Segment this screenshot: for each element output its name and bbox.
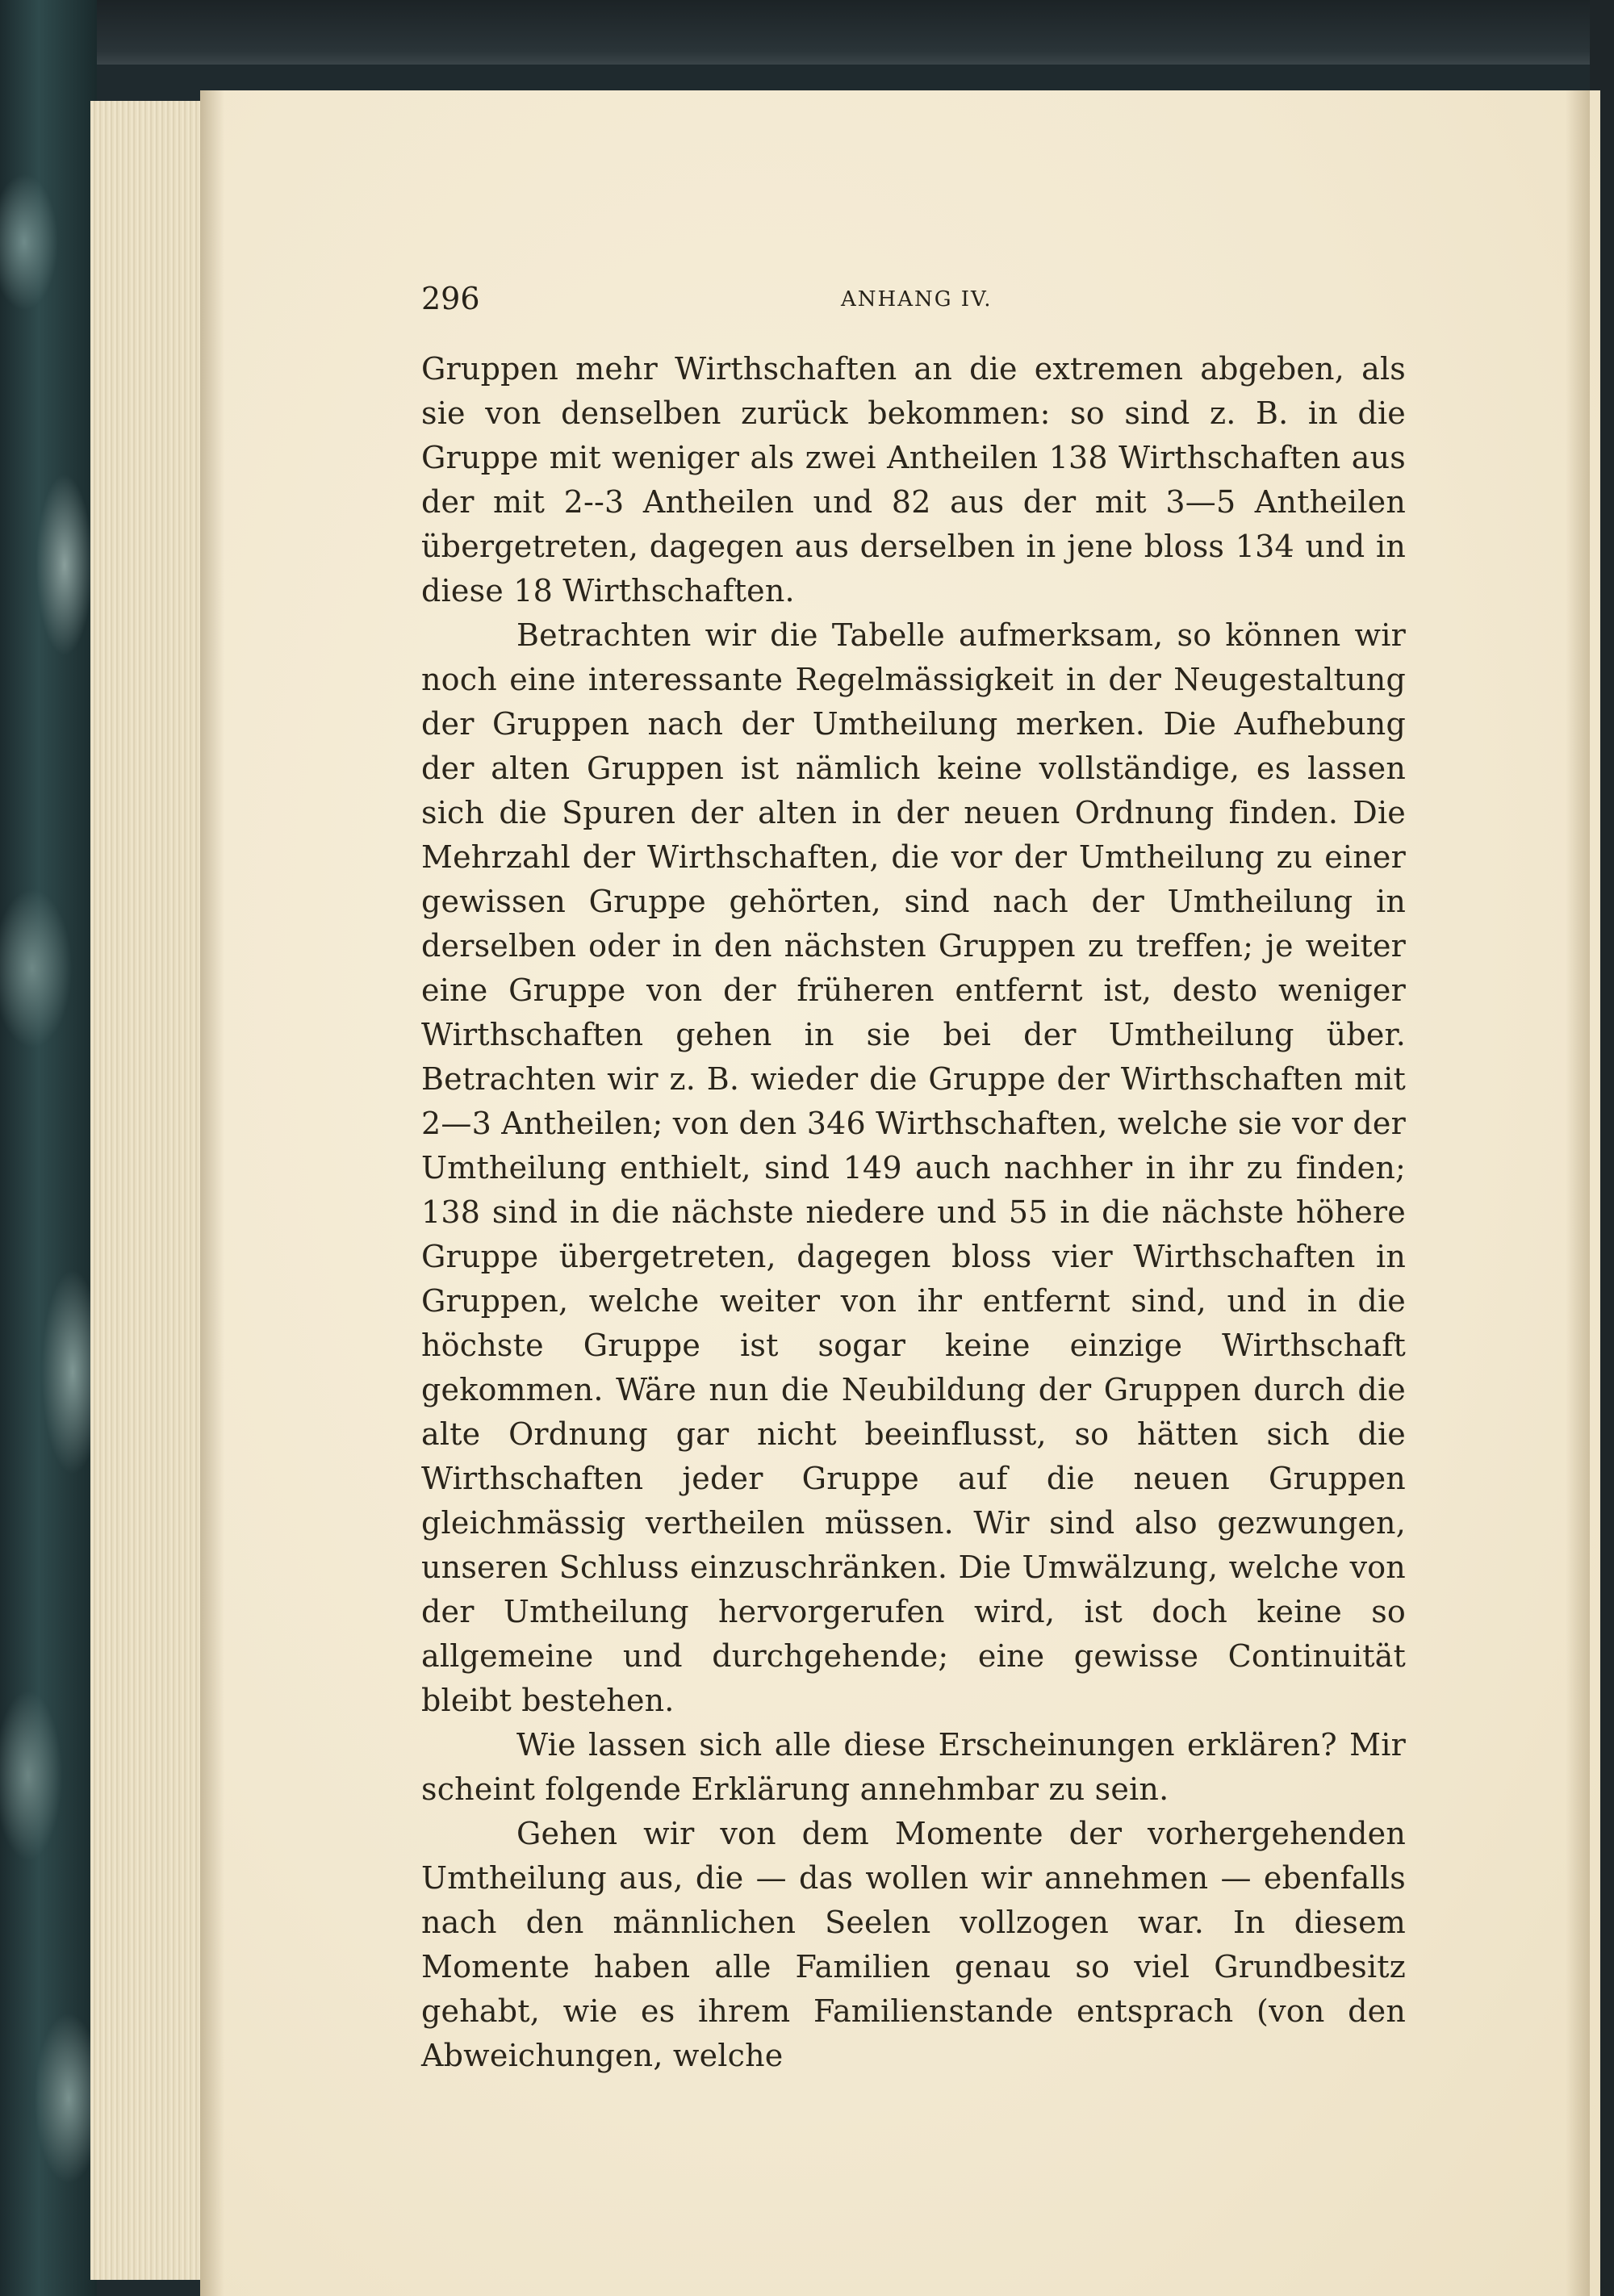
paragraph: Gruppen mehr Wirthschaften an die extremen abgeben, als sie von denselben zurück bekommen: so sind z. B. in die Gruppe mit weniger als zwei Antheilen 138 Wirthschaften aus der mit 2--3 Antheilen und 82 aus der mit 3—5 Antheilen übergetreten, dagegen aus derselben in jene bloss 134 und in diese 18 Wirthschaften. [421, 351, 1406, 609]
page-fold-shadow [1566, 90, 1590, 2296]
gutter-shadow [200, 90, 224, 2296]
marbled-cover-edge [0, 0, 97, 2296]
body-text [421, 347, 1406, 2078]
page-header [421, 278, 1406, 319]
running-head: ANHANG IV. [841, 287, 993, 312]
page-stack-edges [90, 101, 205, 2280]
page-number: 296 [421, 281, 480, 316]
paragraph: Gehen wir von dem Momente der vorhergehenden Umtheilung aus, die — das wollen wir annehmen — ebenfalls nach den männlichen Seelen vollzogen war. In diesem Momente haben alle Familien genau so viel Grundbesitz gehabt, wie es ihrem Familienstande entsprach (von den Abweichungen, welche [421, 1816, 1406, 2073]
paragraph: Wie lassen sich alle diese Erscheinungen erklären? Mir scheint folgende Erklärung annehmbar zu sein. [421, 1727, 1406, 1807]
book-cover-top [0, 0, 1614, 65]
paragraph: Betrachten wir die Tabelle aufmerksam, so können wir noch eine interessante Regelmässigkeit in der Neugestaltung der Gruppen nach der Umtheilung merken. Die Aufhebung der alten Gruppen ist nämlich keine vollständige, es lassen sich die Spuren der alten in der neuen Ordnung finden. Die Mehrzahl der Wirthschaften, die vor der Umtheilung zu einer gewissen Gruppe gehörten, sind nach der Umtheilung in derselben oder in den nächsten Gruppen zu treffen; je weiter eine Gruppe von der früheren entfernt ist, desto weniger Wirthschaften gehen in sie bei der Umtheilung über. Betrachten wir z. B. wieder die Gruppe der Wirthschaften mit 2—3 Antheilen; von den 346 Wirthschaften, welche sie vor der Umtheilung enthielt, sind 149 auch nachher in ihr zu finden; 138 sind in die nächste niedere und 55 in die nächste höhere Gruppe übergetreten, dagegen bloss vier Wirthschaften in Gruppen, welche weiter von ihr entfernt sind, und in die höchste Gruppe ist sogar keine einzige Wirthschaft gekommen. Wäre nun die Neubildung der Gruppen durch die alte Ordnung gar nicht beeinflusst, so hätten sich die Wirthschaften jeder Gruppe auf die neuen Gruppen gleichmässig vertheilen müssen. Wir sind also gezwungen, unseren Schluss einzuschränken. Die Umwälzung, welche von der Umtheilung hervorgerufen wird, ist doch keine so allgemeine und durchgehende; eine gewisse Continuität bleibt bestehen. [421, 617, 1406, 1718]
